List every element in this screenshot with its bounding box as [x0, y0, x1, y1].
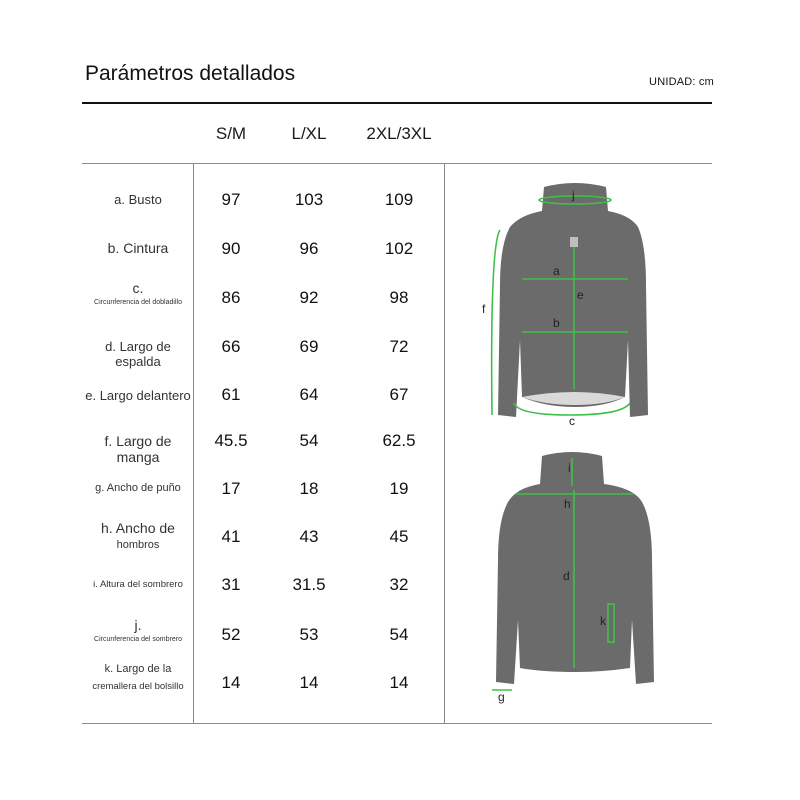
row-sublabel: hombros — [116, 539, 160, 551]
value-cell: 69 — [299, 337, 319, 356]
value-cell: 72 — [389, 337, 409, 356]
value-cell: 43 — [299, 527, 319, 546]
value-cell: 98 — [389, 288, 409, 307]
row-label: e. Largo delantero — [85, 388, 191, 403]
back-letter-g: g — [498, 690, 505, 704]
value-cell: 61 — [221, 385, 241, 404]
value-cell: 90 — [221, 239, 241, 258]
value-cell: 53 — [299, 625, 319, 644]
value-cell: 96 — [299, 239, 319, 258]
front-letter-j: j — [572, 188, 575, 202]
back-letter-d: d — [563, 569, 570, 583]
value-cell: 54 — [389, 625, 409, 644]
value-cell: 31.5 — [292, 575, 326, 594]
front-letter-f: f — [482, 302, 486, 316]
size-header-sm: S/M — [215, 124, 247, 143]
row-label: a. Busto — [114, 192, 162, 207]
value-cell: 14 — [389, 673, 409, 692]
row-label: b. Cintura — [107, 240, 169, 256]
value-cell: 45 — [389, 527, 409, 546]
value-cell: 62.5 — [382, 431, 416, 450]
row-label: k. Largo de la — [104, 663, 172, 675]
front-garment-diagram — [470, 175, 670, 430]
value-cell: 64 — [299, 385, 319, 404]
row-sublabel: Circunferencia del dobladillo — [94, 299, 182, 306]
size-header-lxl: L/XL — [291, 124, 327, 143]
row-sublabel: cremallera del bolsillo — [92, 681, 184, 692]
row-label: h. Ancho de — [101, 520, 175, 536]
value-cell: 109 — [384, 190, 414, 209]
value-cell: 67 — [389, 385, 409, 404]
figure-column-divider — [444, 163, 445, 724]
back-letter-k: k — [600, 614, 606, 628]
row-sublabel: Circunferencia del sombrero — [94, 636, 182, 643]
value-cell: 54 — [299, 431, 319, 450]
size-header-2xl3xl: 2XL/3XL — [366, 124, 432, 143]
front-letter-e: e — [577, 288, 584, 302]
value-cell: 41 — [221, 527, 241, 546]
value-cell: 86 — [221, 288, 241, 307]
front-letter-c: c — [569, 414, 575, 428]
back-letter-i: i — [568, 461, 571, 475]
table-bottom-rule — [82, 723, 712, 724]
value-cell: 14 — [299, 673, 319, 692]
value-cell: 103 — [294, 190, 324, 209]
value-cell: 19 — [389, 479, 409, 498]
value-cell: 14 — [221, 673, 241, 692]
value-cell: 97 — [221, 190, 241, 209]
value-cell: 102 — [384, 239, 414, 258]
row-label: i. Altura del sombrero — [93, 579, 183, 590]
row-label: g. Ancho de puño — [95, 482, 181, 494]
value-cell: 66 — [221, 337, 241, 356]
value-cell: 18 — [299, 479, 319, 498]
logo-patch-icon — [570, 237, 578, 247]
front-letter-b: b — [553, 316, 560, 330]
row-label: j. — [134, 617, 142, 633]
back-letter-h: h — [564, 497, 571, 511]
table-top-rule — [82, 163, 712, 164]
header-rule — [82, 102, 712, 104]
value-cell: 17 — [221, 479, 241, 498]
row-label: d. Largo de espalda — [105, 339, 171, 369]
front-letter-a: a — [553, 264, 560, 278]
front-jacket-shape — [498, 183, 648, 417]
back-jacket-shape — [496, 452, 654, 684]
value-cell: 31 — [221, 575, 241, 594]
value-cell: 92 — [299, 288, 319, 307]
value-cell: 32 — [389, 575, 409, 594]
value-cell: 45.5 — [214, 431, 248, 450]
page-title: Parámetros detallados — [85, 62, 296, 85]
value-cell: 52 — [221, 625, 241, 644]
row-label: f. Largo de manga — [104, 433, 172, 465]
back-garment-diagram — [482, 450, 672, 705]
row-label: c. — [132, 280, 144, 296]
unit-label: UNIDAD: cm — [649, 76, 714, 88]
